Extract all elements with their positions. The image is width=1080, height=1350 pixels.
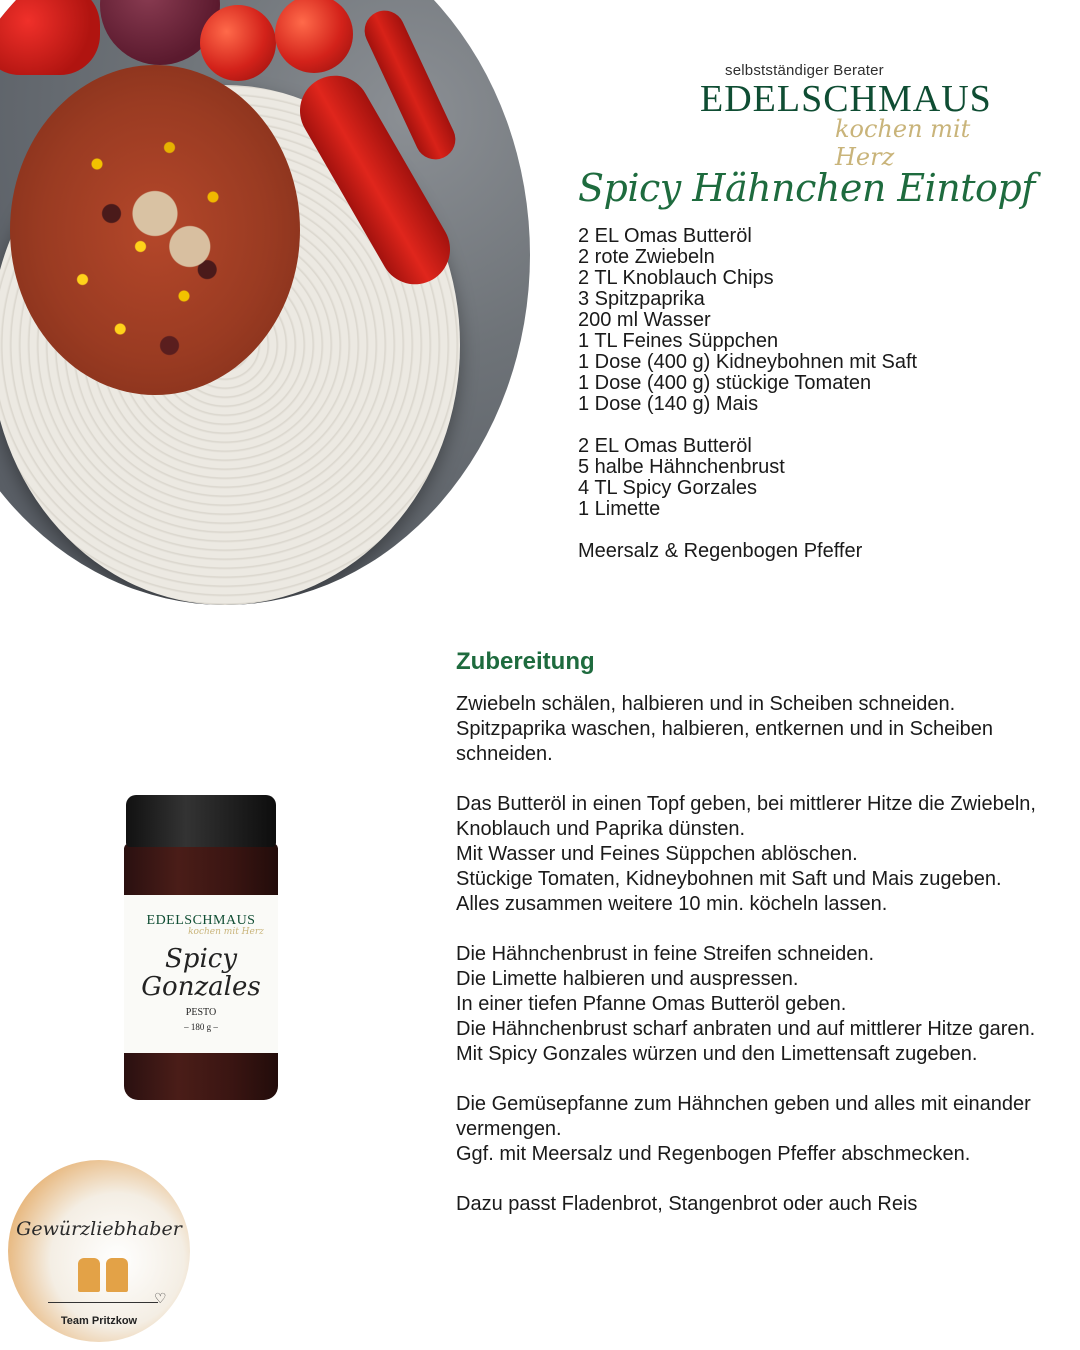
preparation-line: Stückige Tomaten, Kidneybohnen mit Saft und Mais zugeben.	[456, 868, 1002, 890]
preparation-line: Mit Wasser und Feines Süppchen ablöschen.	[456, 843, 858, 865]
jar-brand: EDELSCHMAUS	[146, 913, 256, 928]
pepper-shaker-icon	[106, 1258, 128, 1292]
jar-product-type: PESTO	[185, 1007, 217, 1018]
preparation-line: Spitzpaprika waschen, halbieren, entkernen und in Scheiben schneiden.	[456, 718, 994, 765]
ingredient-item: 1 Limette	[578, 498, 661, 520]
spice-jar-image	[124, 795, 278, 1100]
preparation-line: Die Gemüsepfanne zum Hähnchen geben und alles mit einander vermengen.	[456, 1093, 1031, 1140]
preparation-paragraph	[456, 792, 1046, 917]
jar-product-name	[124, 945, 278, 1001]
ingredient-item: 5 halbe Hähnchenbrust	[578, 456, 785, 478]
preparation-line: Das Butteröl in einen Topf geben, bei mittlerer Hitze die Zwiebeln, Knoblauch und Paprika dünsten.	[456, 793, 1036, 840]
badge-divider	[48, 1302, 158, 1303]
recipe-title: Spicy Hähnchen Eintopf	[578, 166, 1035, 210]
jar-product-line: Gonzales	[141, 972, 261, 1002]
preparation-paragraph	[456, 1192, 1046, 1217]
ingredient-group	[578, 436, 917, 520]
ingredient-item: 2 EL Omas Butteröl	[578, 435, 752, 457]
salt-shaker-icon	[78, 1258, 100, 1292]
preparation-paragraph	[456, 1092, 1046, 1167]
team-badge	[8, 1160, 190, 1342]
ingredient-item: 1 TL Feines Süppchen	[578, 330, 779, 352]
ingredient-item: 3 Spitzpaprika	[578, 288, 705, 310]
ingredient-item: 2 rote Zwiebeln	[578, 246, 715, 268]
ingredient-item: 1 Dose (400 g) Kidneybohnen mit Saft	[578, 351, 918, 373]
jar-lid	[126, 795, 276, 847]
brand-logo	[700, 62, 1030, 171]
heart-icon: ♡	[154, 1290, 167, 1306]
tomato-decoration	[275, 0, 353, 73]
logo-tagline: selbstständiger Berater	[725, 62, 884, 79]
ingredient-item: 200 ml Wasser	[578, 309, 711, 331]
jar-slogan: kochen mit Herz	[188, 927, 264, 937]
ingredient-item: 1 Dose (400 g) stückige Tomaten	[578, 372, 872, 394]
food-photo	[0, 0, 530, 605]
ingredient-group	[578, 541, 917, 562]
ingredient-item: 2 EL Omas Butteröl	[578, 225, 752, 247]
preparation-line: Die Hähnchenbrust in feine Streifen schneiden.	[456, 943, 875, 965]
logo-slogan: kochen mit Herz	[835, 115, 971, 171]
preparation-line: Mit Spicy Gonzales würzen und den Limettensaft zugeben.	[456, 1043, 978, 1065]
badge-team: Team Pritzkow	[60, 1315, 138, 1327]
preparation-paragraph	[456, 942, 1046, 1067]
preparation-line: Zwiebeln schälen, halbieren und in Scheiben schneiden.	[456, 693, 956, 715]
ingredient-list	[578, 226, 917, 583]
badge-name: Gewürzliebhaber	[16, 1218, 182, 1240]
jar-product-line: Spicy	[164, 944, 238, 974]
ingredient-item: 4 TL Spicy Gorzales	[578, 477, 757, 499]
ingredient-group	[578, 226, 917, 415]
preparation-line: Dazu passt Fladenbrot, Stangenbrot oder auch Reis	[456, 1193, 918, 1215]
preparation-line: Die Hähnchenbrust scharf anbraten und auf mittlerer Hitze garen.	[456, 1018, 1036, 1040]
preparation-line: In einer tiefen Pfanne Omas Butteröl geben.	[456, 993, 847, 1015]
ingredient-item: 2 TL Knoblauch Chips	[578, 267, 774, 289]
preparation-text	[456, 692, 1046, 1242]
stew	[10, 65, 300, 395]
preparation-heading: Zubereitung	[456, 648, 595, 675]
preparation-line: Alles zusammen weitere 10 min. köcheln lassen.	[456, 893, 888, 915]
logo-brand: EDELSCHMAUS	[700, 78, 992, 120]
preparation-line: Ggf. mit Meersalz und Regenbogen Pfeffer abschmecken.	[456, 1143, 971, 1165]
jar-label	[124, 895, 278, 1053]
preparation-line: Die Limette halbieren und auspressen.	[456, 968, 799, 990]
ingredient-item: 1 Dose (140 g) Mais	[578, 393, 759, 415]
ingredient-item: Meersalz & Regenbogen Pfeffer	[578, 540, 863, 562]
preparation-paragraph	[456, 692, 1046, 767]
jar-weight: – 180 g –	[184, 1022, 218, 1032]
red-pepper-decoration	[0, 0, 100, 75]
tomato-decoration	[200, 5, 276, 81]
